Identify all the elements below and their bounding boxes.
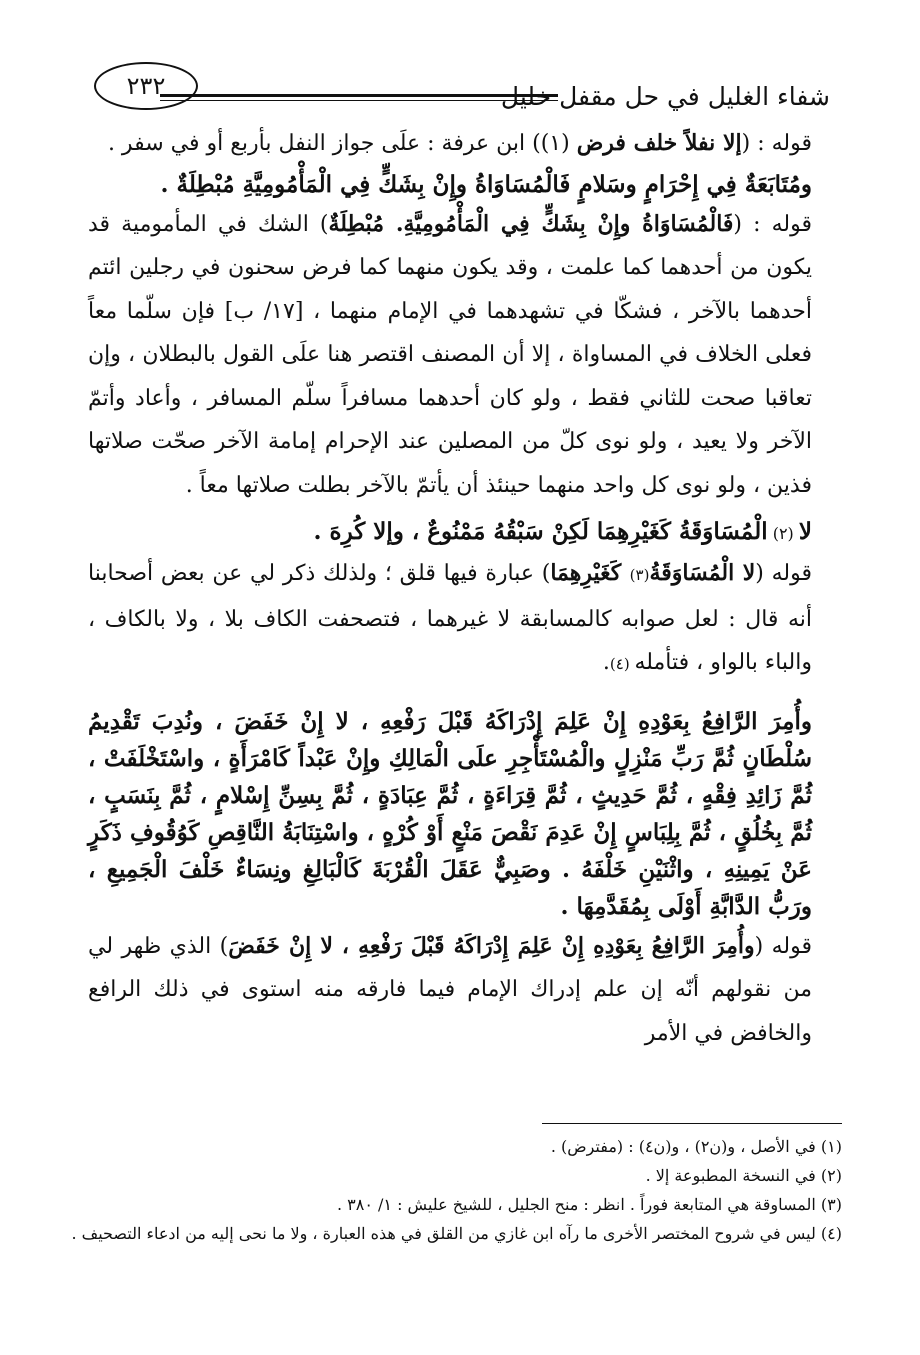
main-text <box>88 122 842 1055</box>
header-rule-thin <box>160 100 558 101</box>
matn-quote: إلا نفلاً خلف فرض <box>576 130 742 156</box>
footnote-3: (٣) المساوقة هي المتابعة فوراً . انظر : منح الجليل ، للشيخ عليش : ١/ ٣٨٠ . <box>336 1195 842 1214</box>
matn-quote-b: كَغَيْرِهِمَا <box>550 560 630 586</box>
footnote-1: (١) في الأصل ، و(ن٢) ، و(ن٤) : (مفترض) . <box>550 1137 842 1156</box>
footnote-rule <box>542 1123 842 1124</box>
footnote-ref: (١) <box>540 131 577 156</box>
matn-quote: فَالْمُسَاوَاةُ وإِنْ بِشَكٍّ فِي الْمَأْمُومِيَّةِ. مُبْطِلَةٌ <box>328 210 734 237</box>
footnote-ref: (٣) <box>629 566 650 584</box>
footnotes <box>71 1132 842 1248</box>
matn-line-1: ومُتَابَعَةٌ فِي إِحْرَامٍ وسَلامٍ فَالْمُسَاوَاةُ وإِنْ بِشَكٍّ فِي الْمَأْمُومِيَّةِ مُبْطِلَةٌ . <box>160 170 812 198</box>
matn-quote: لا الْمُسَاوَقَةُ <box>649 560 756 586</box>
commentary-paragraph-1: قوله : (إلا نفلاً خلف فرض (١)) ابن عرفة : علَى جواز النفل بأربع أو في سفر . <box>107 130 812 156</box>
footnote-2: (٢) في النسخة المطبوعة إلا . <box>645 1166 842 1185</box>
commentary-paragraph-2: قوله : (فَالْمُسَاوَاةُ وإِنْ بِشَكٍّ فِي الْمَأْمُومِيَّةِ. مُبْطِلَةٌ) الشك في المأمومية قد يكون من أحدهما كما علمت ، وقد يكون منهما كما فرض سحنون في رجلين ائتم أحدهما بالآخر ، فشكّا في تشهدهما في الإمام منهما ، [١٧/ ب] فإن سلّما معاً فعلى الخلاف في المساواة ، إلا أن المصنف اقتصر هنا علَى القول بالبطلان ، وإن تعاقبا صحت للثاني فقط ، ولو كان أحدهما مسافراً سلّم المسافر ، وأعاد وأتمّ الآخر ولا يعيد ، ولو نوى كلّ من المصلين عند الإحرام إمامة الآخر صحّت صلاتها فذين ، ولو نوى كل واحد منهما حينئذ أن يأتمّ بالآخر بطلت صلاتها معاً . <box>88 210 813 498</box>
commentary-paragraph-3: قوله (لا الْمُسَاوَقَةُ(٣) كَغَيْرِهِمَا) عبارة فيها قلق ؛ ولذلك ذكر لي عن بعض أصحابنا أنه قال : لعل صوابه كالمسابقة لا غيرهما ، فتصحفت الكاف بلا ، ولا بالكاف ، والباء بالواو ، فتأمله (٤). <box>88 560 812 675</box>
footnote-ref: (٤) <box>609 655 635 673</box>
matn-quote: وأُمِرَ الرَّافِعُ بِعَوْدِهِ إِنْ عَلِمَ إِدْرَاكَهُ قَبْلَ رَفْعِهِ ، لا إِنْ خَفَضَ <box>228 932 755 959</box>
book-title: شفاء الغليل في حل مقفل خليل <box>500 82 830 111</box>
footnote-4: (٤) ليس في شروح المختصر الأخرى ما رآه ابن غازي من القلق في هذه العبارة ، ولا ما نحى إليه من ادعاء التصحيف . <box>71 1224 842 1243</box>
matn-line-2: لا (٢) الْمُسَاوَقَةُ كَغَيْرِهِمَا لَكِنْ سَبْقُهُ مَمْنُوعٌ ، وإلا كُرِهَ . <box>313 518 812 545</box>
running-header <box>100 52 830 112</box>
commentary-paragraph-4: قوله (وأُمِرَ الرَّافِعُ بِعَوْدِهِ إِنْ عَلِمَ إِدْرَاكَهُ قَبْلَ رَفْعِهِ ، لا إِنْ خَفَضَ) الذي ظهر لي من نقولهم أنّه إن علم إدراك الإمام فيما فارقه منه استوى في ذلك الرافع والخافض في الأمر <box>88 932 812 1046</box>
header-rule <box>160 94 558 97</box>
matn-block-3: وأُمِرَ الرَّافِعُ بِعَوْدِهِ إِنْ عَلِمَ إِدْرَاكَهُ قَبْلَ رَفْعِهِ ، لا إِنْ خَفَضَ ، ونُدِبَ تَقْدِيمُ سُلْطَانٍ ثُمَّ رَبِّ مَنْزِلٍ والْمُسْتَأْجِرِ علَى الْمَالِكِ وإِنْ عَبْداً كَامْرَأَةٍ ، واسْتَخْلَفَتْ ، ثُمَّ زَائِدِ فِقْهٍ ، ثُمَّ حَدِيثٍ ، ثُمَّ قِرَاءَةٍ ، ثُمَّ عِبَادَةٍ ، ثُمَّ بِسِنِّ إِسْلامٍ ، ثُمَّ بِنَسَبٍ ، ثُمَّ بِخُلُقٍ ، ثُمَّ بِلِبَاسٍ إِنْ عَدِمَ نَقْصَ مَنْعٍ أَوْ كُرْهٍ ، واسْتِنَابَةُ النَّاقِصِ كَوُقُوفِ ذَكَرٍ عَنْ يَمِينِهِ ، واثْنَيْنِ خَلْفَهُ . وصَبِيٌّ عَقَلَ الْقُرْبَةَ كَالْبَالِغِ ونِسَاءٌ خَلْفَ الْجَمِيعِ ، ورَبُّ الدَّابَّةِ أَوْلَى بِمُقَدَّمِهَا . <box>88 707 812 920</box>
footnote-ref: (٢) <box>767 524 799 543</box>
page-number: ٢٣٢ <box>94 62 198 110</box>
